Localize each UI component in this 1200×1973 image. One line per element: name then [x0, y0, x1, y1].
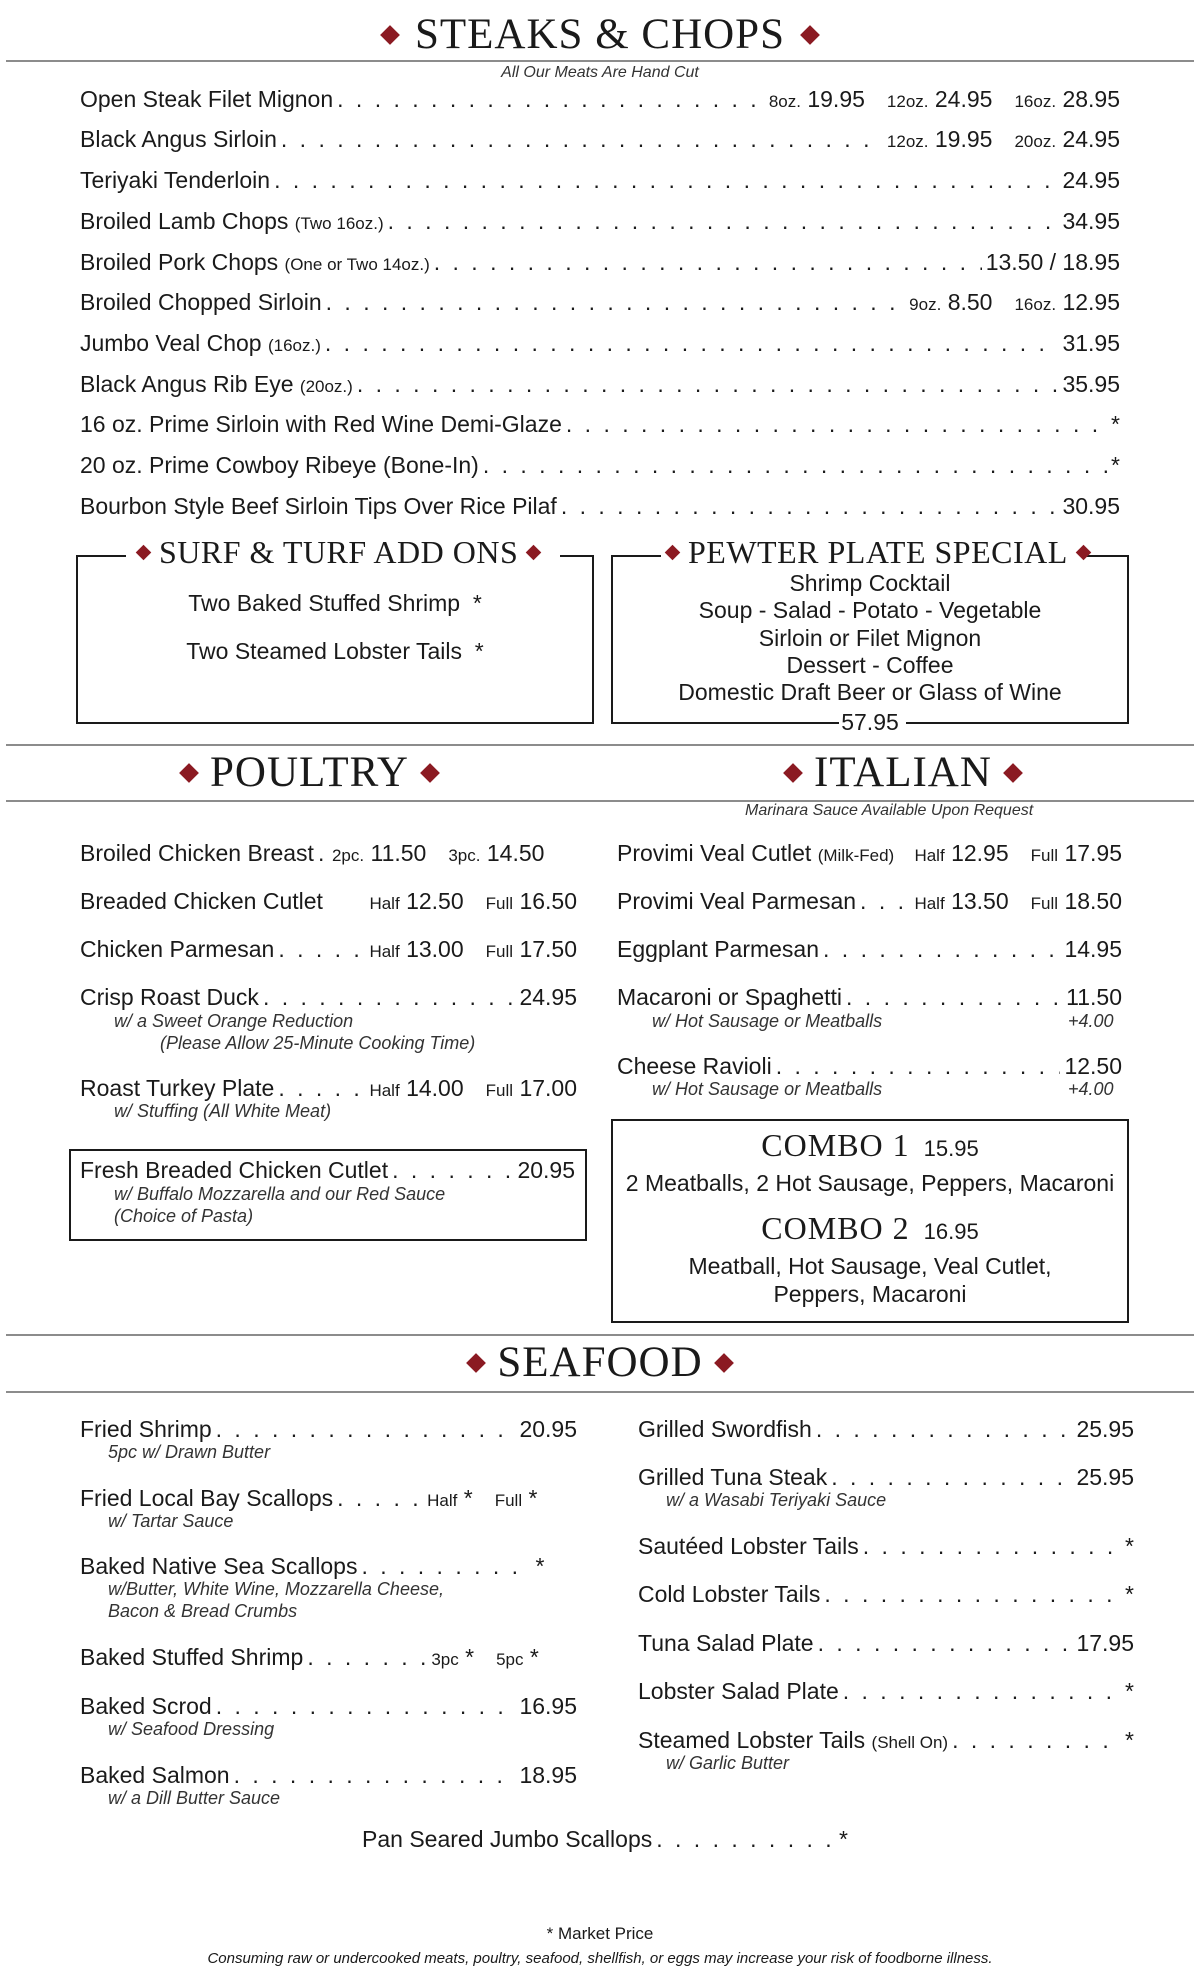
- menu-item: Open Steak Filet Mignon . . . 8oz. 19.95 12oz. 24.95 16oz. 28.95: [80, 86, 1120, 113]
- menu-item: Baked Scrod . . . 16.95: [80, 1693, 577, 1720]
- diamond-icon: [380, 25, 400, 45]
- leader-dots: [863, 1533, 1121, 1560]
- item-note: w/Butter, White Wine, Mozzarella Cheese,: [108, 1579, 444, 1599]
- diamond-icon: [783, 763, 803, 783]
- rule: [6, 1334, 1194, 1336]
- menu-item: Fried Shrimp . . . 20.95: [80, 1416, 577, 1443]
- diamond-icon: [1003, 763, 1023, 783]
- leader-dots: [860, 888, 910, 915]
- menu-item: Sautéed Lobster Tails . . . *: [638, 1533, 1134, 1560]
- pewter-title: PEWTER PLATE SPECIAL: [688, 534, 1068, 570]
- pewter-line: Shrimp Cocktail: [789, 570, 951, 596]
- item-note: w/ Tartar Sauce: [108, 1511, 234, 1531]
- surf-turf-border-top-left: [76, 555, 126, 557]
- surf-turf-heading: [138, 534, 539, 571]
- leader-dots: [357, 371, 1059, 398]
- pewter-heading: [667, 534, 1089, 571]
- combo-1-heading: [611, 1127, 1129, 1164]
- combo-1-title: COMBO 1: [761, 1127, 910, 1163]
- leader-dots: [281, 126, 883, 153]
- menu-item: Baked Salmon . . . 18.95: [80, 1762, 577, 1789]
- diamond-icon: [1076, 545, 1092, 561]
- item-note: w/ Garlic Butter: [666, 1753, 790, 1773]
- diamond-icon: [179, 763, 199, 783]
- leader-dots: [816, 1416, 1073, 1443]
- seafood-heading: [0, 1338, 1200, 1387]
- leader-dots: [434, 249, 982, 276]
- leader-dots: [952, 1727, 1121, 1754]
- leader-dots: [326, 289, 906, 316]
- item-note: w/ Buffalo Mozzarella and our Red Sauce: [114, 1184, 446, 1204]
- leader-dots: [337, 1485, 423, 1512]
- item-extra: +4.00: [1068, 1079, 1114, 1099]
- diamond-icon: [466, 1353, 486, 1373]
- leader-dots: [216, 1693, 516, 1720]
- menu-item: Bourbon Style Beef Sirloin Tips Over Rice Pilaf . . . 30.95: [80, 493, 1120, 520]
- surf-turf-item: Two Baked Stuffed Shrimp *: [188, 590, 482, 616]
- leader-dots: [818, 1630, 1073, 1657]
- pewter-border-top-right: [1083, 555, 1129, 557]
- menu-item: Crisp Roast Duck . . . 24.95: [80, 984, 577, 1011]
- combo-2-title: COMBO 2: [761, 1210, 910, 1246]
- menu-item: Provimi Veal Cutlet (Milk-Fed) Half 12.95 Full 17.95: [617, 840, 1122, 866]
- menu-item: Lobster Salad Plate . . . *: [638, 1678, 1134, 1705]
- menu-item: Macaroni or Spaghetti . . . 11.50: [617, 984, 1122, 1011]
- combo-2-desc: Meatball, Hot Sausage, Veal Cutlet,: [688, 1253, 1052, 1279]
- poultry-heading: [182, 748, 437, 797]
- leader-dots: [823, 936, 1060, 963]
- leader-dots: [388, 208, 1059, 235]
- menu-item: 20 oz. Prime Cowboy Ribeye (Bone-In) . . . *: [80, 452, 1120, 479]
- pewter-price: 57.95: [841, 709, 899, 735]
- surf-turf-border-top-right: [560, 555, 594, 557]
- diamond-icon: [136, 545, 152, 561]
- steaks-heading: [0, 10, 1200, 59]
- item-note: w/ Hot Sausage or Meatballs: [652, 1079, 883, 1099]
- item-extra: +4.00: [1068, 1011, 1114, 1031]
- menu-item: Grilled Swordfish . . . 25.95: [638, 1416, 1134, 1443]
- pewter-line: Domestic Draft Beer or Glass of Wine: [678, 679, 1062, 705]
- leader-dots: [278, 1075, 365, 1102]
- health-warning: Consuming raw or undercooked meats, poultry, seafood, shellfish, or eggs may increase your risk of foodborne illness.: [207, 1950, 993, 1967]
- diamond-icon: [665, 545, 681, 561]
- menu-item: Teriyaki Tenderloin . . . 24.95: [80, 167, 1120, 194]
- menu-item: Breaded Chicken Cutlet Half 12.50 Full 16.50: [80, 888, 577, 914]
- combo-2-heading: [611, 1210, 1129, 1247]
- leader-dots: [824, 1581, 1121, 1608]
- leader-dots: [843, 1678, 1121, 1705]
- menu-item: Broiled Pork Chops (One or Two 14oz.) . . . 13.50 / 18.95: [80, 249, 1120, 276]
- surf-turf-item: Two Steamed Lobster Tails *: [186, 638, 484, 664]
- item-note: 5pc w/ Drawn Butter: [108, 1442, 271, 1462]
- menu-item: Chicken Parmesan . . . Half 13.00 Full 17.50: [80, 936, 577, 963]
- leader-dots: [337, 86, 765, 113]
- menu-item: Pan Seared Jumbo Scallops . . . *: [362, 1826, 848, 1853]
- menu-item: Broiled Chopped Sirloin . . . 9oz. 8.50 16oz. 12.95: [80, 289, 1120, 316]
- leader-dots: [566, 411, 1107, 438]
- item-note: w/ Seafood Dressing: [108, 1719, 275, 1739]
- italian-heading: [786, 748, 1020, 797]
- poultry-title: POULTRY: [210, 749, 409, 796]
- leader-dots: [318, 840, 328, 867]
- menu-item: Steamed Lobster Tails (Shell On) . . . *: [638, 1727, 1134, 1754]
- top-rule: [6, 60, 1194, 62]
- leader-dots: [234, 1762, 516, 1789]
- seafood-title: SEAFOOD: [497, 1339, 703, 1386]
- leader-dots: [307, 1644, 427, 1671]
- menu-item: Grilled Tuna Steak . . . 25.95: [638, 1464, 1134, 1491]
- diamond-icon: [526, 545, 542, 561]
- combo-2-price: 16.95: [923, 1219, 979, 1244]
- menu-item: Eggplant Parmesan . . . 14.95: [617, 936, 1122, 963]
- rule: [6, 744, 1194, 746]
- leader-dots: [216, 1416, 516, 1443]
- leader-dots: [561, 493, 1059, 520]
- pewter-border-top-left: [611, 555, 661, 557]
- leader-dots: [263, 984, 516, 1011]
- item-note: w/ Hot Sausage or Meatballs: [652, 1011, 883, 1031]
- item-note: (Please Allow 25-Minute Cooking Time): [160, 1033, 476, 1053]
- pewter-line: Dessert - Coffee: [786, 652, 954, 678]
- italian-subtitle: Marinara Sauce Available Upon Request: [745, 802, 1034, 819]
- leader-dots: [361, 1553, 531, 1580]
- menu-item: Cheese Ravioli . . . 12.50: [617, 1053, 1122, 1080]
- surf-turf-title: SURF & TURF ADD ONS: [159, 534, 519, 570]
- leader-dots: [776, 1053, 1061, 1080]
- menu-item: Jumbo Veal Chop (16oz.) . . . 31.95: [80, 330, 1120, 357]
- combo-2-desc: Peppers, Macaroni: [773, 1281, 967, 1307]
- menu-item: Black Angus Sirloin . . . 12oz. 19.95 20oz. 24.95: [80, 126, 1120, 153]
- menu-item: Fried Local Bay Scallops . . . Half * Full *: [80, 1485, 577, 1512]
- leader-dots: [325, 330, 1059, 357]
- diamond-icon: [420, 763, 440, 783]
- leader-dots: [846, 984, 1062, 1011]
- menu-item: Fresh Breaded Chicken Cutlet . . . 20.95: [80, 1157, 575, 1184]
- combo-1-desc: 2 Meatballs, 2 Hot Sausage, Peppers, Macaroni: [625, 1170, 1115, 1196]
- menu-item: Cold Lobster Tails . . . *: [638, 1581, 1134, 1608]
- diamond-icon: [800, 25, 820, 45]
- pewter-line: Sirloin or Filet Mignon: [758, 625, 982, 651]
- menu-item: Baked Native Sea Scallops . . . *: [80, 1553, 577, 1580]
- italian-title: ITALIAN: [814, 749, 992, 796]
- steaks-title: STEAKS & CHOPS: [411, 10, 789, 59]
- item-note: (Choice of Pasta): [114, 1206, 254, 1226]
- diamond-icon: [714, 1353, 734, 1373]
- menu-item: Provimi Veal Parmesan . . . Half 13.50 Full 18.50: [617, 888, 1122, 915]
- item-note: w/ a Wasabi Teriyaki Sauce: [666, 1490, 887, 1510]
- item-note: w/ a Sweet Orange Reduction: [114, 1011, 354, 1031]
- pewter-line: Soup - Salad - Potato - Vegetable: [698, 597, 1042, 623]
- rule: [6, 1391, 1194, 1393]
- leader-dots: [274, 167, 1058, 194]
- menu-item: Broiled Chicken Breast . . . 2pc. 11.50 3pc. 14.50: [80, 840, 577, 867]
- leader-dots: [278, 936, 365, 963]
- menu-item: 16 oz. Prime Sirloin with Red Wine Demi-Glaze . . . *: [80, 411, 1120, 438]
- menu-item: Baked Stuffed Shrimp . . . 3pc * 5pc *: [80, 1644, 577, 1671]
- item-note: Bacon & Bread Crumbs: [108, 1601, 298, 1621]
- leader-dots: [831, 1464, 1072, 1491]
- menu-item: Black Angus Rib Eye (20oz.) . . . 35.95: [80, 371, 1120, 398]
- combo-1-price: 15.95: [923, 1136, 979, 1161]
- leader-dots: [483, 452, 1107, 479]
- item-note: w/ a Dill Butter Sauce: [108, 1788, 281, 1808]
- menu-item: Roast Turkey Plate . . . Half 14.00 Full 17.00: [80, 1075, 577, 1102]
- menu-item: Broiled Lamb Chops (Two 16oz.) . . . 34.95: [80, 208, 1120, 235]
- menu-item: Tuna Salad Plate . . . 17.95: [638, 1630, 1134, 1657]
- market-price-note: * Market Price: [546, 1924, 654, 1943]
- item-note: w/ Stuffing (All White Meat): [114, 1101, 332, 1121]
- steaks-subtitle: All Our Meats Are Hand Cut: [501, 64, 699, 81]
- leader-dots: [392, 1157, 513, 1184]
- leader-dots: [656, 1826, 835, 1853]
